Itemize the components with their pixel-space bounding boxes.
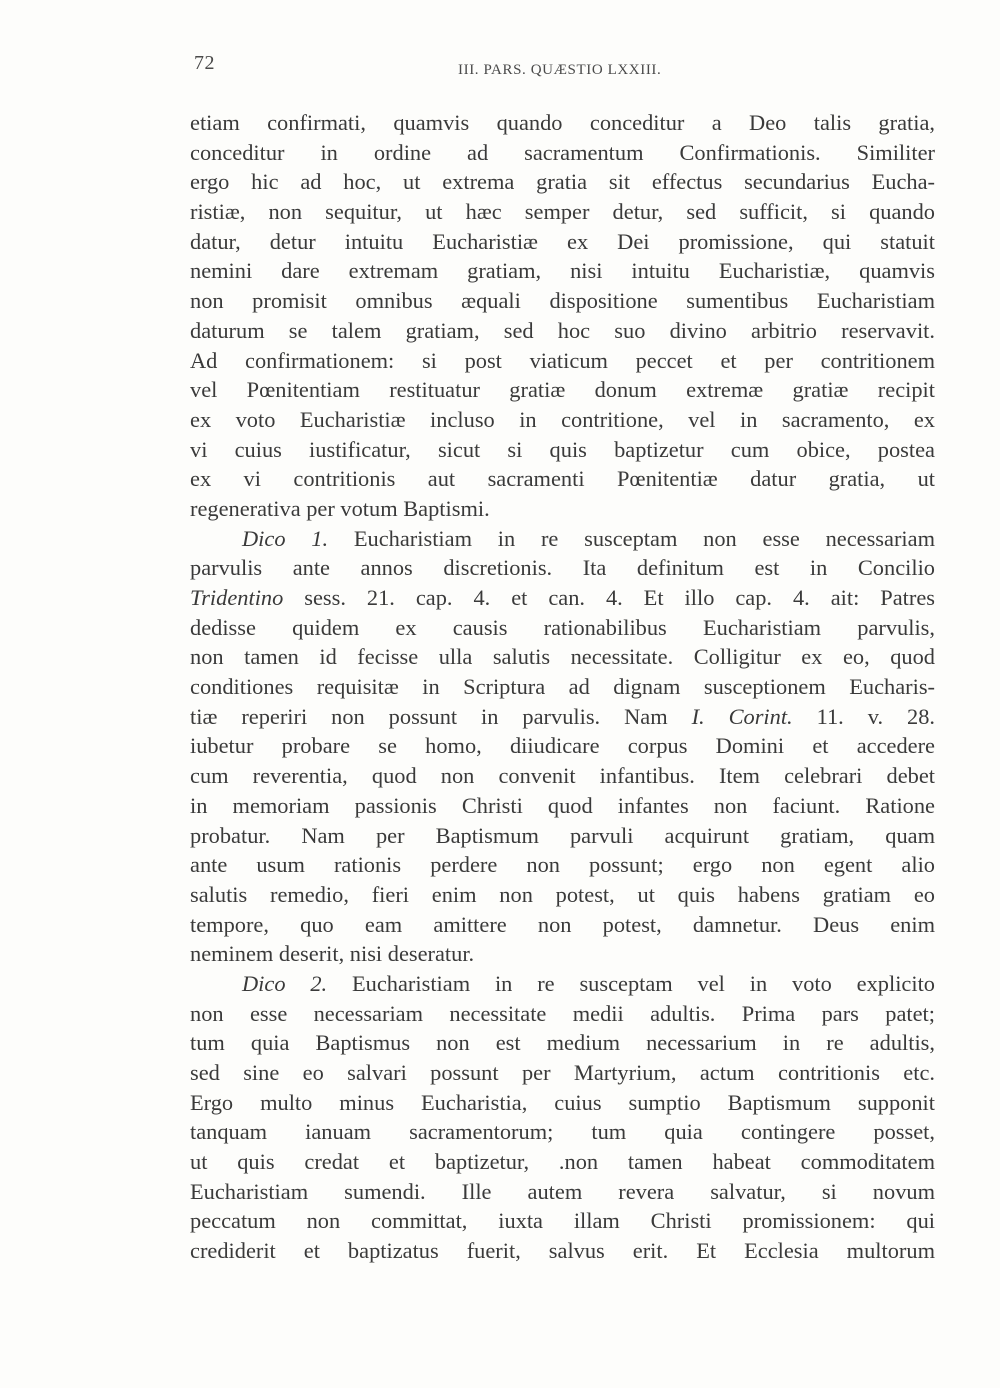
text-line: [190, 138, 935, 168]
text-segment: vel Pœnitentiam restituatur gratiæ donum extremæ gratiæ recipit: [190, 377, 935, 403]
text-line: [190, 1117, 935, 1147]
text-line: [190, 939, 935, 969]
text-segment: Ad confirmationem: si post viaticum peccet et per contritionem: [190, 347, 935, 373]
text-line: [190, 613, 935, 643]
text-line: [190, 821, 935, 851]
text-line: [190, 850, 935, 880]
page-number: 72: [194, 52, 215, 74]
text-line: [190, 464, 935, 494]
text-segment: ristiæ, non sequitur, ut hæc semper detur, sed sufficit, si quando: [190, 199, 935, 225]
text-line: [190, 524, 935, 554]
text-line: [190, 256, 935, 286]
text-segment: tanquam ianuam sacramentorum; tum quia contingere posset,: [190, 1119, 935, 1145]
text-segment: nemini dare extremam gratiam, nisi intuitu Eucharistiæ, quamvis: [190, 258, 935, 284]
text-line: [190, 435, 935, 465]
text-line: [190, 346, 935, 376]
text-segment: datur, detur intuitu Eucharistiæ ex Dei promissione, qui statuit: [190, 228, 935, 254]
text-line: [190, 1147, 935, 1177]
text-segment: neminem deserit, nisi deseratur.: [190, 941, 475, 967]
text-segment: sess. 21. cap. 4. et can. 4. Et illo cap. 4. ait: Patres: [283, 585, 935, 610]
text-line: [190, 731, 935, 761]
text-line: [190, 227, 935, 257]
text-line: [190, 1058, 935, 1088]
text-segment: ex voto Eucharistiæ incluso in contritione, vel in sacramento, ex: [190, 406, 935, 432]
text-segment: ante usum rationis perdere non possunt; ergo non egent alio: [190, 852, 935, 878]
text-segment: Eucharistiam in re susceptam vel in voto explicito: [327, 970, 935, 996]
text-line: [190, 1206, 935, 1236]
text-segment: non promisit omnibus æquali dispositione sumentibus Eucharistiam: [190, 288, 935, 314]
text-segment: parvulis ante annos discretionis. Ita definitum est in Concilio: [190, 555, 935, 581]
text-segment: conditiones requisitæ in Scriptura ad dignam susceptionem Eucharis-: [190, 674, 935, 700]
text-line: [190, 167, 935, 197]
text-segment: tiæ reperiri non possunt in parvulis. Nam: [190, 703, 692, 729]
running-head: III. PARS. QUÆSTIO LXXIII.: [458, 62, 662, 78]
text-segment: vi cuius iustificatur, sicut si quis baptizetur cum obice, postea: [190, 436, 935, 462]
text-segment: in memoriam passionis Christi quod infantes non faciunt. Ratione: [190, 792, 935, 818]
text-segment: salutis remedio, fieri enim non potest, ut quis habens gratiam eo: [190, 881, 935, 907]
text-line: [190, 1177, 935, 1207]
text-segment: non esse necessariam necessitate medii adultis. Prima pars patet;: [190, 1000, 935, 1026]
text-segment: cum reverentia, quod non convenit infantibus. Item celebrari debet: [190, 763, 935, 789]
text-line: [190, 1028, 935, 1058]
text-line: [190, 494, 935, 524]
text-segment: 11. v. 28.: [792, 703, 935, 729]
text-line: [190, 880, 935, 910]
text-segment: ex vi contritionis aut sacramenti Pœnitentiæ datur gratia, ut: [190, 466, 935, 492]
text-line: [190, 791, 935, 821]
text-segment: ergo hic ad hoc, ut extrema gratia sit effectus secundarius Eucha-: [190, 169, 935, 195]
text-line: [190, 286, 935, 316]
text-line: [190, 583, 935, 613]
text-segment: probatur. Nam per Baptismum parvuli acquirunt gratiam, quam: [190, 822, 935, 848]
italic-text: Dico 2.: [242, 970, 328, 996]
text-line: [190, 1088, 935, 1118]
text-segment: sed sine eo salvari possunt per Martyrium, actum contritionis etc.: [190, 1060, 935, 1085]
text-segment: conceditur in ordine ad sacramentum Confirmationis. Similiter: [190, 139, 935, 165]
text-line: [190, 108, 935, 138]
text-line: [190, 910, 935, 940]
text-line: [190, 197, 935, 227]
text-line: [190, 969, 935, 999]
text-segment: dedisse quidem ex causis rationabilibus Eucharistiam parvulis,: [190, 614, 935, 640]
text-line: [190, 405, 935, 435]
text-line: [190, 672, 935, 702]
text-segment: Eucharistiam in re susceptam non esse necessariam: [328, 525, 935, 551]
text-segment: non tamen id fecisse ulla salutis necessitate. Colligitur ex eo, quod: [190, 644, 935, 670]
text-line: [190, 999, 935, 1029]
text-segment: Eucharistiam sumendi. Ille autem revera salvatur, si novum: [190, 1178, 935, 1204]
body-text: [190, 108, 935, 1266]
page-header: [190, 52, 935, 82]
italic-text: Tridentino: [190, 585, 284, 610]
text-segment: etiam confirmati, quamvis quando conceditur a Deo talis gratia,: [190, 110, 935, 135]
text-segment: tum quia Baptismus non est medium necessarium in re adultis,: [190, 1030, 935, 1056]
text-line: [190, 553, 935, 583]
italic-text: I. Corint.: [691, 703, 793, 729]
text-line: [190, 702, 935, 732]
text-segment: Ergo multo minus Eucharistia, cuius sumptio Baptismum supponit: [190, 1089, 935, 1115]
text-segment: tempore, quo eam amittere non potest, damnetur. Deus enim: [190, 911, 935, 937]
text-line: [190, 761, 935, 791]
text-line: [190, 1236, 935, 1266]
text-line: [190, 375, 935, 405]
text-segment: peccatum non committat, iuxta illam Christi promissionem: qui: [190, 1208, 935, 1234]
text-segment: crediderit et baptizatus fuerit, salvus erit. Et Ecclesia multorum: [190, 1238, 935, 1264]
text-segment: iubetur probare se homo, diiudicare corpus Domini et accedere: [190, 733, 935, 759]
text-segment: daturum se talem gratiam, sed hoc suo divino arbitrio reservavit.: [190, 317, 935, 343]
text-line: [190, 316, 935, 346]
italic-text: Dico 1.: [242, 525, 329, 551]
text-segment: regenerativa per votum Baptismi.: [190, 495, 490, 521]
text-segment: ut quis credat et baptizetur, .non tamen habeat commoditatem: [190, 1149, 935, 1175]
text-line: [190, 642, 935, 672]
